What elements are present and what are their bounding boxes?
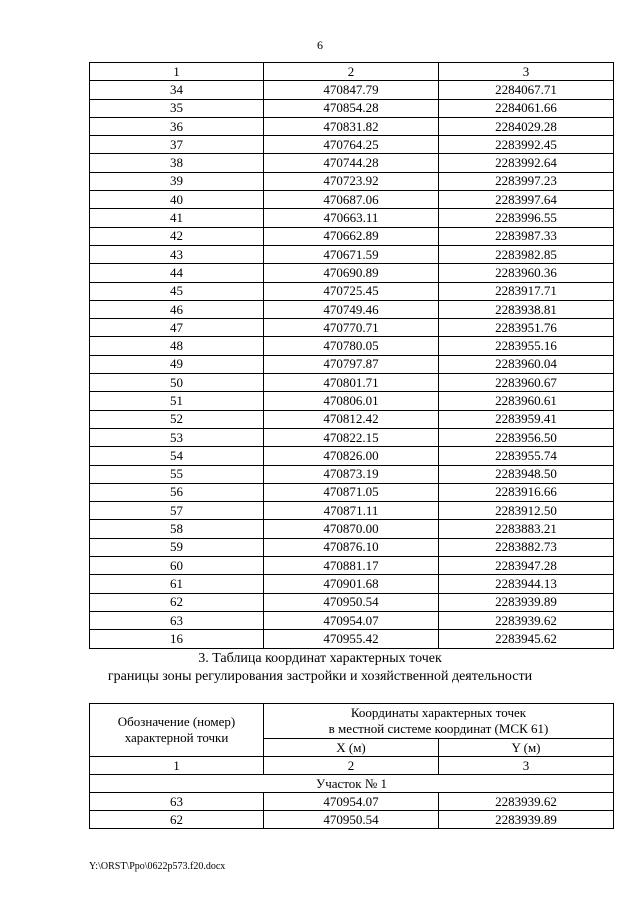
- point-number-cell: 34: [90, 81, 264, 99]
- table-row: [90, 172, 614, 190]
- x-coordinate-cell: 470955.42: [264, 630, 439, 648]
- table-row: [90, 337, 614, 355]
- x-coordinate-cell: 470826.00: [264, 447, 439, 465]
- section-subtitle: границы зоны регулирования застройки и хозяйственной деятельности: [107, 669, 533, 684]
- x-coordinate-cell: 470876.10: [264, 538, 439, 556]
- x-coordinate-cell: 470662.89: [264, 227, 439, 245]
- y-coordinate-cell: 2283959.41: [439, 410, 614, 428]
- point-number-cell: 44: [90, 264, 264, 282]
- point-designation-header: Обозначение (номер) характерной точки: [90, 704, 264, 757]
- point-number-cell: 41: [90, 209, 264, 227]
- x-coordinate-cell: 470871.05: [264, 483, 439, 501]
- y-coordinate-cell: 2284067.71: [439, 81, 614, 99]
- y-coordinate-cell: 2283948.50: [439, 465, 614, 483]
- point-number-cell: 59: [90, 538, 264, 556]
- table-row: [90, 502, 614, 520]
- y-coordinate-cell: 2283947.28: [439, 557, 614, 575]
- x-coordinate-cell: 470854.28: [264, 99, 439, 117]
- point-number-cell: 55: [90, 465, 264, 483]
- table-row: [90, 520, 614, 538]
- y-coordinate-cell: 2283997.64: [439, 191, 614, 209]
- x-coordinate-cell: 470871.11: [264, 502, 439, 520]
- coordinates-header-line1: Координаты характерных точек: [350, 705, 527, 720]
- table-row: [90, 191, 614, 209]
- table-row: [90, 538, 614, 556]
- point-number-cell: 51: [90, 392, 264, 410]
- zone-boundary-coordinates-table: [89, 703, 614, 829]
- y-coordinate-cell: 2283944.13: [439, 575, 614, 593]
- point-number-cell: 35: [90, 99, 264, 117]
- x-coordinate-cell: 470954.07: [264, 611, 439, 629]
- point-number-cell: 63: [90, 611, 264, 629]
- column-number-1: 1: [90, 757, 264, 775]
- table-row: [90, 593, 614, 611]
- x-coordinate-cell: 470873.19: [264, 465, 439, 483]
- y-coordinate-cell: 2283883.21: [439, 520, 614, 538]
- column-number-3: 3: [439, 63, 614, 81]
- y-coordinate-cell: 2283982.85: [439, 245, 614, 263]
- table-row: [90, 811, 614, 829]
- point-number-cell: 39: [90, 172, 264, 190]
- point-number-cell: 56: [90, 483, 264, 501]
- point-number-cell: 46: [90, 300, 264, 318]
- y-coordinate-cell: 2283955.16: [439, 337, 614, 355]
- point-number-cell: 50: [90, 374, 264, 392]
- x-coordinate-cell: 470881.17: [264, 557, 439, 575]
- x-coordinate-cell: 470749.46: [264, 300, 439, 318]
- point-number-cell: 52: [90, 410, 264, 428]
- point-number-cell: 62: [90, 593, 264, 611]
- column-number-1: 1: [90, 63, 264, 81]
- table-row: [90, 209, 614, 227]
- table-row: [90, 392, 614, 410]
- column-number-2: 2: [264, 63, 439, 81]
- x-coordinate-cell: 470770.71: [264, 319, 439, 337]
- point-number-cell: 62: [90, 811, 264, 829]
- x-coordinate-cell: 470822.15: [264, 428, 439, 446]
- point-number-cell: 48: [90, 337, 264, 355]
- x-header: X (м): [264, 739, 439, 757]
- table-row: [90, 154, 614, 172]
- y-coordinate-cell: 2283917.71: [439, 282, 614, 300]
- table-row: [90, 355, 614, 373]
- y-coordinate-cell: 2283997.23: [439, 172, 614, 190]
- x-coordinate-cell: 470663.11: [264, 209, 439, 227]
- y-coordinate-cell: 2283996.55: [439, 209, 614, 227]
- y-coordinate-cell: 2283992.45: [439, 136, 614, 154]
- y-coordinate-cell: 2283939.62: [439, 611, 614, 629]
- point-number-cell: 54: [90, 447, 264, 465]
- table-row: [90, 264, 614, 282]
- column-number-3: 3: [439, 757, 614, 775]
- table-row: [90, 410, 614, 428]
- x-coordinate-cell: 470901.68: [264, 575, 439, 593]
- table-row: [90, 557, 614, 575]
- y-coordinate-cell: 2283987.33: [439, 227, 614, 245]
- x-coordinate-cell: 470780.05: [264, 337, 439, 355]
- table-row: [90, 245, 614, 263]
- table-row: [90, 374, 614, 392]
- point-number-cell: 57: [90, 502, 264, 520]
- plot-label-row: [90, 775, 614, 793]
- table-row: [90, 575, 614, 593]
- y-coordinate-cell: 2283956.50: [439, 428, 614, 446]
- table-row: [90, 428, 614, 446]
- table-row: [90, 319, 614, 337]
- table-row: [90, 300, 614, 318]
- x-coordinate-cell: 470870.00: [264, 520, 439, 538]
- table-header-row: [90, 63, 614, 81]
- table-row: [90, 611, 614, 629]
- coordinates-table-continued: [89, 62, 614, 649]
- point-number-cell: 63: [90, 793, 264, 811]
- y-coordinate-cell: 2283960.36: [439, 264, 614, 282]
- table-row: [90, 282, 614, 300]
- table-row: [90, 99, 614, 117]
- point-number-cell: 49: [90, 355, 264, 373]
- table-row: [90, 227, 614, 245]
- x-coordinate-cell: 470725.45: [264, 282, 439, 300]
- y-coordinate-cell: 2284061.66: [439, 99, 614, 117]
- y-coordinate-cell: 2284029.28: [439, 117, 614, 135]
- table-row: [90, 136, 614, 154]
- column-number-2: 2: [264, 757, 439, 775]
- file-path-footer: Y:\ORST\Ppo\0622p573.f20.docx: [89, 861, 226, 872]
- x-coordinate-cell: 470744.28: [264, 154, 439, 172]
- y-coordinate-cell: 2283960.04: [439, 355, 614, 373]
- y-coordinate-cell: 2283938.81: [439, 300, 614, 318]
- point-number-cell: 60: [90, 557, 264, 575]
- y-coordinate-cell: 2283916.66: [439, 483, 614, 501]
- point-number-cell: 61: [90, 575, 264, 593]
- table-row: [90, 117, 614, 135]
- y-coordinate-cell: 2283939.62: [439, 793, 614, 811]
- point-number-cell: 43: [90, 245, 264, 263]
- x-coordinate-cell: 470764.25: [264, 136, 439, 154]
- x-coordinate-cell: 470801.71: [264, 374, 439, 392]
- y-coordinate-cell: 2283992.64: [439, 154, 614, 172]
- y-coordinate-cell: 2283939.89: [439, 593, 614, 611]
- point-number-cell: 58: [90, 520, 264, 538]
- x-coordinate-cell: 470690.89: [264, 264, 439, 282]
- table-row: [90, 465, 614, 483]
- x-coordinate-cell: 470806.01: [264, 392, 439, 410]
- y-coordinate-cell: 2283960.61: [439, 392, 614, 410]
- point-number-cell: 42: [90, 227, 264, 245]
- table-row: [90, 793, 614, 811]
- y-coordinate-cell: 2283951.76: [439, 319, 614, 337]
- point-number-cell: 16: [90, 630, 264, 648]
- x-coordinate-cell: 470671.59: [264, 245, 439, 263]
- y-coordinate-cell: 2283939.89: [439, 811, 614, 829]
- plot-label: Участок № 1: [90, 775, 614, 793]
- x-coordinate-cell: 470954.07: [264, 793, 439, 811]
- point-number-cell: 38: [90, 154, 264, 172]
- y-coordinate-cell: 2283945.62: [439, 630, 614, 648]
- point-number-cell: 36: [90, 117, 264, 135]
- x-coordinate-cell: 470950.54: [264, 811, 439, 829]
- y-coordinate-cell: 2283955.74: [439, 447, 614, 465]
- y-coordinate-cell: 2283912.50: [439, 502, 614, 520]
- y-coordinate-cell: 2283882.73: [439, 538, 614, 556]
- table-row: [90, 81, 614, 99]
- table-row: [90, 447, 614, 465]
- table-row: [90, 483, 614, 501]
- coordinates-header: [264, 704, 614, 739]
- x-coordinate-cell: 470723.92: [264, 172, 439, 190]
- table-row: [90, 630, 614, 648]
- point-number-cell: 47: [90, 319, 264, 337]
- x-coordinate-cell: 470687.06: [264, 191, 439, 209]
- numbering-row: [90, 757, 614, 775]
- x-coordinate-cell: 470797.87: [264, 355, 439, 373]
- x-coordinate-cell: 470847.79: [264, 81, 439, 99]
- x-coordinate-cell: 470831.82: [264, 117, 439, 135]
- coordinates-header-line2: в местной системе координат (МСК 61): [328, 721, 549, 736]
- x-coordinate-cell: 470812.42: [264, 410, 439, 428]
- y-header: Y (м): [439, 739, 614, 757]
- point-number-cell: 53: [90, 428, 264, 446]
- x-coordinate-cell: 470950.54: [264, 593, 439, 611]
- point-number-cell: 45: [90, 282, 264, 300]
- y-coordinate-cell: 2283960.67: [439, 374, 614, 392]
- point-number-cell: 37: [90, 136, 264, 154]
- section-title: 3. Таблица координат характерных точек: [198, 651, 442, 666]
- page-number: 6: [317, 38, 323, 52]
- point-number-cell: 40: [90, 191, 264, 209]
